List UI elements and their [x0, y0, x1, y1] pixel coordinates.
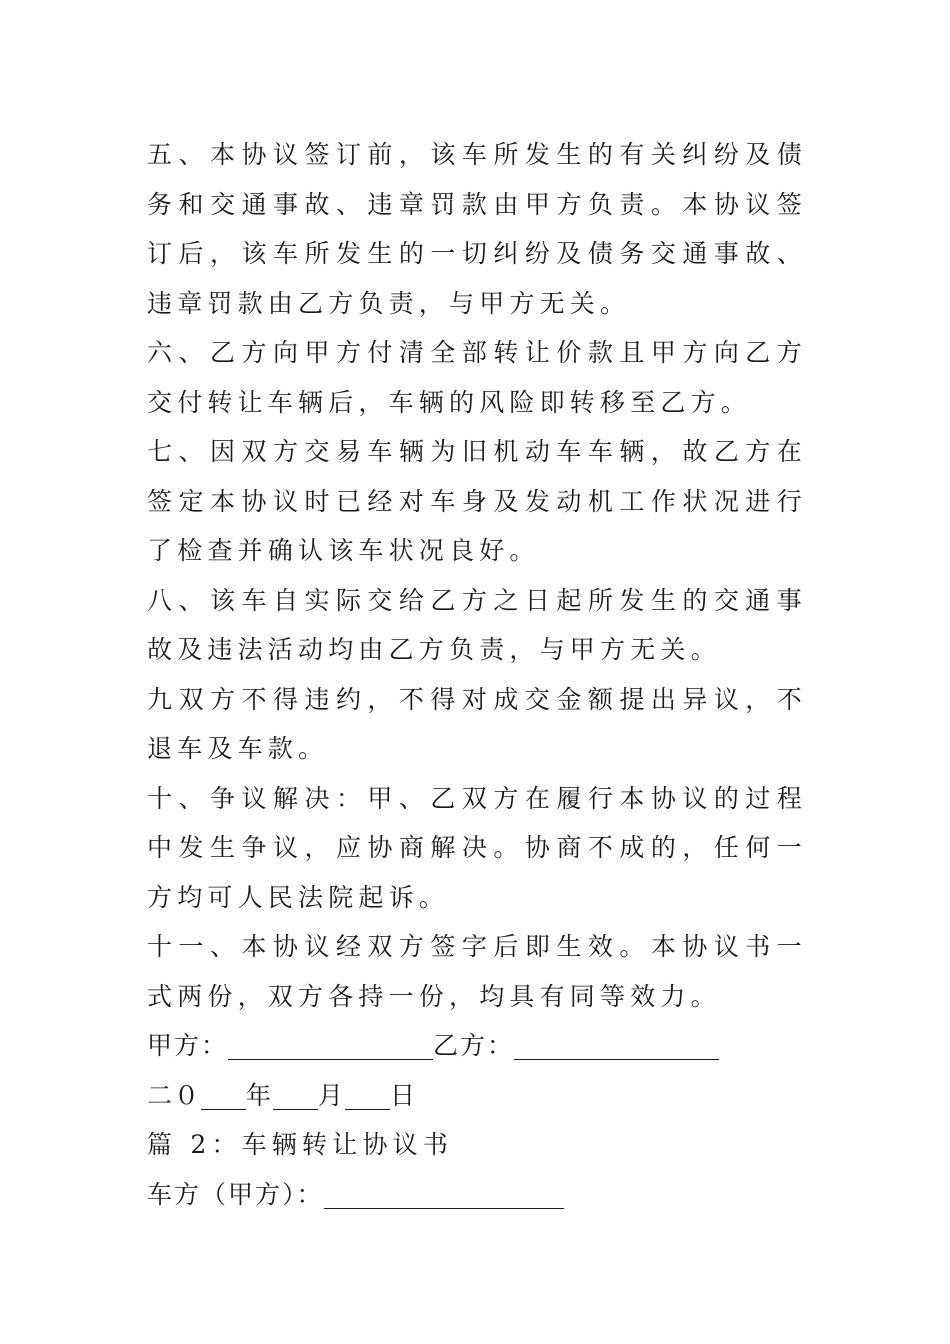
clause-5	[147, 130, 807, 328]
day-label: 日	[390, 1080, 418, 1110]
clause-6	[147, 328, 807, 427]
clause-10-text: 十、争议解决：甲、乙双方在履行本协议的过程中发生争议，应协商解决。协商不成的，任何一方均可人民法院起诉。	[147, 783, 807, 912]
owner-line	[147, 1170, 807, 1220]
party-b-signature-blank[interactable]	[514, 1029, 719, 1060]
month-label: 月	[318, 1080, 346, 1110]
year-label: 年	[246, 1080, 274, 1110]
clause-8-text: 八、该车自实际交给乙方之日起所发生的交通事故及违法活动均由乙方负责，与甲方无关。	[147, 585, 807, 664]
party-b-label: 乙方：	[433, 1031, 515, 1060]
day-blank[interactable]	[345, 1079, 390, 1110]
clause-11-text: 十一、本协议经双方签字后即生效。本协议书一式两份，双方各持一份，均具有同等效力。	[147, 932, 807, 1011]
party-a-signature-blank[interactable]	[228, 1029, 433, 1060]
clause-6-text: 六、乙方向甲方付清全部转让价款且甲方向乙方交付转让车辆后，车辆的风险即转移至乙方。	[147, 338, 807, 417]
owner-name-blank[interactable]	[324, 1178, 564, 1209]
month-blank[interactable]	[273, 1079, 318, 1110]
clause-7	[147, 427, 807, 576]
clause-8	[147, 576, 807, 675]
clause-5-text: 五、本协议签订前，该车所发生的有关纠纷及债务和交通事故、违章罚款由甲方负责。本协议签订后，该车所发生的一切纠纷及债务交通事故、违章罚款由乙方负责，与甲方无关。	[147, 140, 807, 318]
signature-line	[147, 1021, 807, 1071]
clause-9	[147, 675, 807, 774]
owner-label: 车方（甲方）：	[147, 1179, 324, 1209]
date-line	[147, 1071, 807, 1121]
agreement-body	[147, 130, 807, 1219]
clause-11	[147, 922, 807, 1021]
clause-7-text: 七、因双方交易车辆为旧机动车车辆，故乙方在签定本协议时已经对车身及发动机工作状况进行了检查并确认该车状况良好。	[147, 437, 807, 565]
section-title	[147, 1120, 807, 1170]
party-a-label: 甲方：	[147, 1031, 229, 1060]
clause-9-text: 九双方不得违约，不得对成交金额提出异议，不退车及车款。	[147, 684, 807, 763]
year-blank[interactable]	[201, 1079, 246, 1110]
date-prefix: 二０	[147, 1080, 202, 1110]
section-title-text: 篇 2：车辆转让协议书	[147, 1130, 454, 1159]
clause-10	[147, 774, 807, 923]
